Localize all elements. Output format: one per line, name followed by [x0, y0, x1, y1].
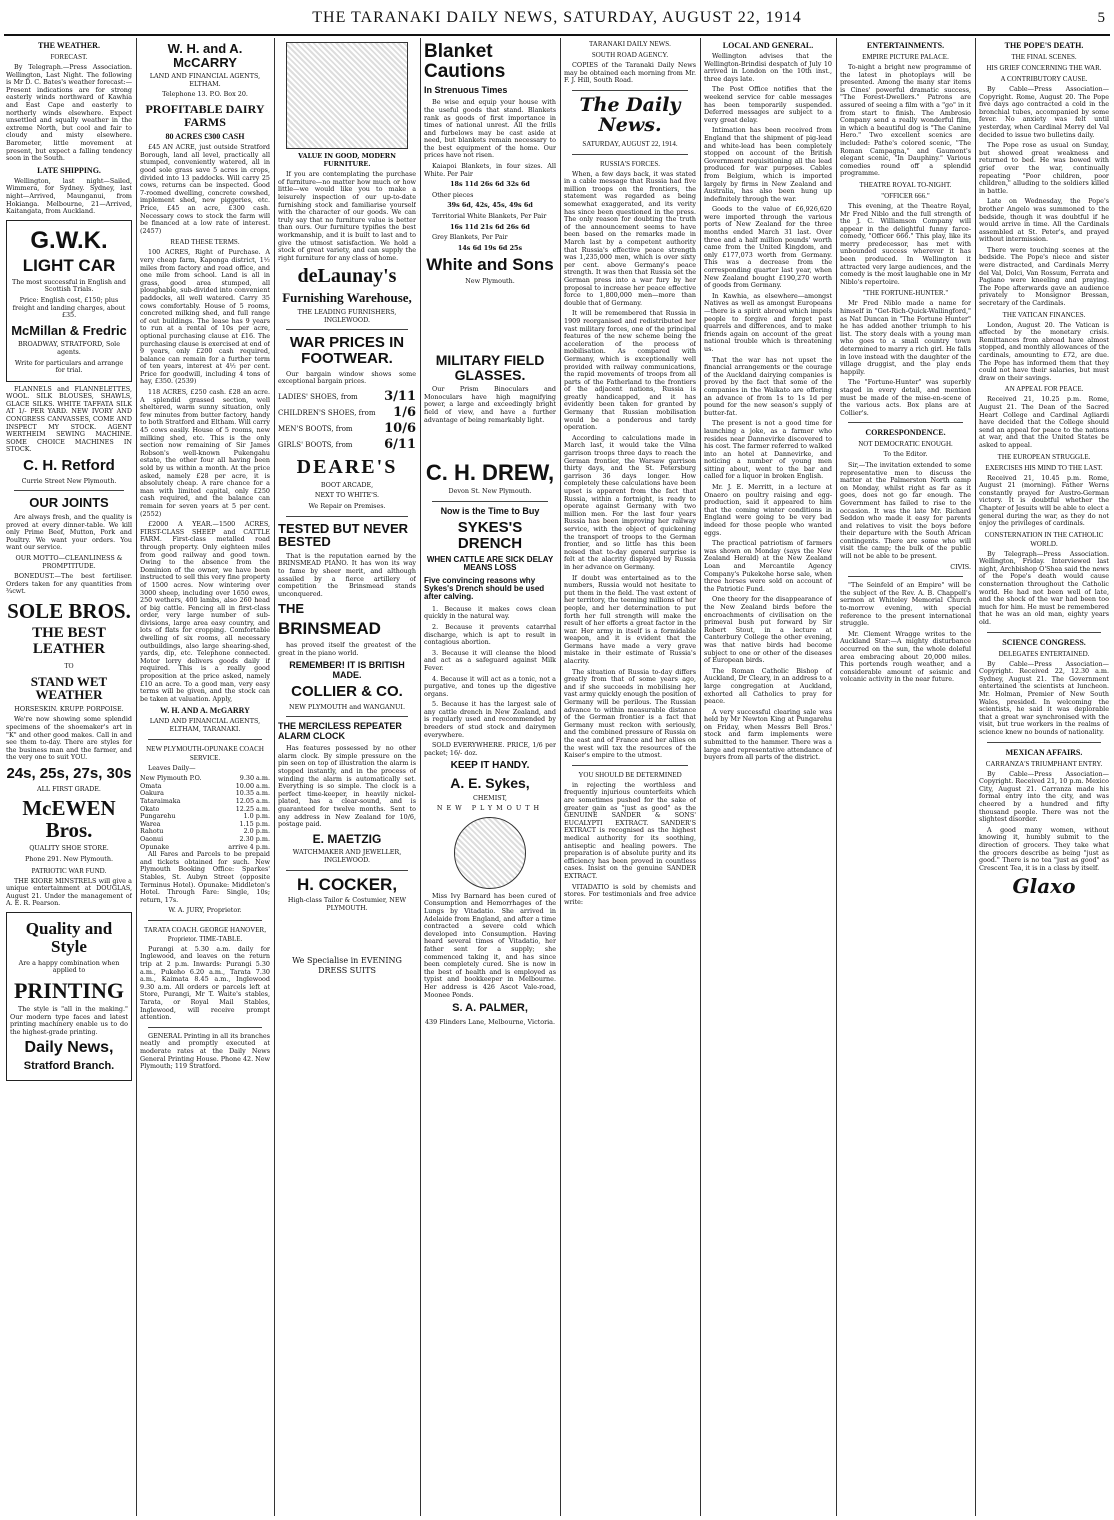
russian-text: If doubt was entertained as to the numbers, Russia would not hesitate to put them in the field. The vast extent of her territory, the teeming millions of her people, and her determination to put forth her full strength will make the result of her efforts a great factor in the war. Her army in itself is a formidable weapon, and it is evident that the Germans have made a very grave mistake in their estimate of Russia's alacrity. [564, 573, 696, 666]
sykes-five: Five convincing reasons why Sykes's Drench should be used after calving. [424, 575, 545, 602]
divider [572, 154, 688, 155]
coach-proprietor: W. A. JURY, Proprietor. [168, 906, 242, 915]
palmer-address: 439 Flinders Lane, Melbourne, Victoria. [424, 1017, 556, 1026]
tarata-text: Purangi at 5.30 a.m. daily for Inglewood, and leaves on the return trip at 2 p.m. Inwards: Purangi 5.30 a.m., Pukeho 6.20 a.m., Tarata 7.30 a.m., Kaimata 8.45 a.m., Inglewood 9.30 a.m. All orders or parcels left at Store, Purangi, Mr T. Waite's stables, Tarata, or Royal Mail Stables, Inglewood, will receive prompt attention. [140, 944, 270, 1022]
column-rule [420, 38, 421, 1516]
military-text: Our Prism Binoculars and Monoculars have high magnifying power, a large and exceedingly bright field of view, and have a further advantage of being remarkably light. [424, 385, 556, 424]
farm-2-text: 100 ACRES, Right of Purchase. A very cheap farm, Kaponga district, 1½ miles from factory and road office, and one mile from school. Land is all in grass, good area stumped, all ploughable, sub-divided into convenient paddocks, all well watered. Carry 35 cows comfortably. House of 5 rooms, concreted milking shed, and full range of out buildings. The lease has 9 years to run at a rental of 10s per acre, optional purchasing clause at £16. The purchasing clause is exercised at end of 9 years, only £200 cash required, balance can remain for a further term of ten years, interest at 4½ per cent. Price for goodwill, including 4 tons of hay, £350. (2539) [140, 248, 270, 386]
russian-text: It will be remembered that Russia in 1909 reorganised and redistributed her vast military forces, one of the principal features of the new scheme being the acceleration of the process of mobilisation. As compared with Germany, which is exceptionally well provided with railway communications, the rapid movements of troops from all parts of the Fatherland to the frontiers of the adjacent nations, Russia is greatly handicapped, and it has evidently been taken for granted by Germany that Russian mobilisation would be a ponderous and tardy operation. [564, 309, 696, 432]
fortune-text-2: The "Fortune-Hunter" was superbly staged in every detail, and mention must be made of the mise-en-scene of the various acts. Box plans are at Collier's. [840, 378, 971, 417]
sykes-when: WHEN CATTLE ARE SICK DELAY MEANS LOSS [426, 554, 554, 573]
shoe-prices: 24s, 25s, 27s, 30s [6, 764, 132, 782]
glaxo-logo: Glaxo [1012, 874, 1076, 899]
farm-1-text: £45 AN ACRE, just outside Stratford Borough, land all level, practically all stumped, conveniently watered, all in good sole grass save 5 acres in crops, divided into 13 paddocks. Will carry 25 cows, returns can be inspected. Good 7-roomed dwelling, concrete cowshed, implement shed, new piggeries, etc. Price, £45 an acre, £300 cash. Necessary cows to stock the farm will be financed at a low rate of interest. (2457) [140, 143, 270, 235]
list-item: 4. Because it will act as a tonic, not a purgative, and tones up the digestive organs. [424, 674, 556, 698]
repeater-title: THE MERCILESS REPEATER ALARM CLOCK [278, 721, 402, 741]
final-scenes-heading: THE FINAL SCENES. [1011, 53, 1077, 61]
table-row: Rahotu 2.0 p.m. [140, 827, 270, 836]
russian-text: According to calculations made in March last, it would take the Vilna garrison troops three days to reach the German frontier, the Warsaw garrison thirty days, and the St. Petersburg garrison 36 days longer. How completely these calculations have been upset is apparent from the fact that Russia, within a fortnight, is ready to operate against Germany with two million men. For the last four years Russia has been improving her railway service, with the object of quickening the transport of troops to the German frontier, and so little has this been noised that to-day general surprise is felt at the alacrity displayed by Russia in her advance on Germany. [564, 433, 696, 571]
news-paragraph: Wellington advises that the Wellington-Brindisi despatch of July 10 arrived in London on the 10th inst., three days late. [704, 52, 832, 83]
news-paragraph: By Cable—Press Association—Copyright. Rome, August 20. The Pope five days ago contracted a cold in the bronchial tubes, accompanied by some fever. No anxiety was felt until yesterday, when Cardinal Merry del Val decided to issue two bulletins daily. [979, 85, 1109, 139]
list-item: 5. Because it has the largest sale of any cattle drench in New Zealand, and is regularly used and recommended by breeders of stud stock and dairymen everywhere. [424, 700, 556, 739]
mccarry-subtitle: LAND AND FINANCIAL AGENTS, ELTHAM. [149, 72, 261, 88]
delaunay-text: If you are contemplating the purchase of furniture—no matter how much or how little—we would like you to make a leisurely inspection of our up-to-date furnishing stock and familiarise yourself with the character of our goods. We can truly say that no furniture value is better than ours. Our furniture typifies the best workmanship, and it is built to last and to give the utmost satisfaction. We hold a stock of great variety, and can supply the right furniture for any class of home. [278, 170, 416, 262]
grief-heading: HIS GRIEF CONCERNING THE WAR. [986, 64, 1102, 72]
fortune-text: Mr Fred Niblo made a name for himself in "Get-Rich-Quick-Wallingford," as Nat Duncan in "The Fortune Hunter" he has added another triumph to his list. The story deals with a young man who goes to a small country town determined to marry a rich girl. He falls in love instead with the daughter of the village druggist, and the play ends happily. [840, 299, 971, 376]
divider [286, 516, 408, 517]
news-paragraph: The present is not a good time for launching a joke, as a farmer who resides near Dannevirke discovered to his cost. The farmer referred to walked into an hotel at Dannevirke, and noticing a number of young men sitting about, went to the bar and called for a liquor in broken English. [704, 419, 832, 481]
divider [432, 501, 548, 502]
general-printing-text: GENERAL Printing in all its branches neatly and promptly executed at moderate rates at the Daily News General Printing House. Phone 42. New Plymouth; 119 Stratford. [140, 1031, 270, 1071]
news-paragraph: Mr. J. E. Merritt, in a lecture at Onaero on poultry raising and egg-production, said it appeared to him that the coming winter conditions in England were going to be very bad indeed for those people who wanted eggs. [704, 483, 832, 537]
column-5 [564, 38, 696, 1516]
military-title: MILITARY FIELD GLASSES. [435, 351, 545, 383]
retford-address: Currie Street New Plymouth. [21, 476, 117, 485]
mcewen-subtitle: QUALITY SHOE STORE. [29, 844, 109, 853]
divider [286, 329, 408, 330]
farm-1-heading: 80 ACRES £300 CASH [165, 132, 245, 142]
keep-handy: KEEP IT HANDY. [450, 760, 530, 772]
blanket-title: Blanket Cautions [424, 41, 506, 82]
agency-text: COPIES of the Taranaki Daily News may be obtained each morning from Mr. F. J. Hill, South Road. [564, 61, 696, 85]
coach-title: NEW PLYMOUTH-OPUNAKE COACH SERVICE. [146, 744, 264, 762]
mexican-text: By Cable—Press Association—Copyright. Received 21, 10 p.m. Mexico City, August 21. Carranza made his formal entry into the city, and was cheered by a hundred and fifty thousand people. There was not the slightest disorder. [979, 769, 1109, 824]
delaunay-address: THE LEADING FURNISHERS, INGLEWOOD. [297, 307, 397, 324]
list-item: LADIES' SHOES, from 3/11 [278, 388, 416, 404]
daily-news-title: Daily News, [24, 1039, 114, 1057]
list-item: MEN'S BOOTS, from 10/6 [278, 420, 416, 436]
leather-to: TO [64, 661, 74, 670]
stratford-branch: Stratford Branch. [23, 1060, 115, 1073]
mexican-heading: MEXICAN AFFAIRS. [1005, 747, 1083, 757]
consternation-heading: CONSTERNATION IN THE CATHOLIC WORLD. [984, 530, 1104, 548]
news-paragraph: A very successful clearing sale was held by Mr Newton King at Pungarehu on Friday, when Messrs Bell Bros.' stock and farm implements were submitted to the hammer. There was a large and representative attendance of buyers from all parts of the district. [704, 707, 832, 762]
aesykes-subtitle: CHEMIST, [473, 793, 507, 802]
tarata-title: TARATA COACH. GEORGE HANOVER, Proprietor. TIME-TABLE. [144, 925, 266, 943]
collier-address: NEW PLYMOUTH and WANGANUI. [288, 702, 405, 711]
spacer [424, 289, 556, 349]
sykes-headline: Now is the Time to Buy [440, 505, 540, 516]
gwk-title: G.W.K. [30, 226, 108, 254]
science-text: By Cable—Press Association—Copyright. Received 22, 12.30 a.m. Sydney, August 21. The Government entertained the scientists at luncheon. Mr. Holman, Premier of New South Wales, presided. In welcoming the scientists, he said it was deplorable that a great war synchronised with the visit, but true workers in the realms of science knew no bounds of nationality. [979, 659, 1109, 736]
column-1 [6, 38, 132, 1516]
column-8 [979, 38, 1109, 1516]
divider [286, 870, 408, 871]
list-item: 3. Because it will cleanse the blood and act as a safeguard against Milk Fever. [424, 648, 556, 672]
column-rule [560, 38, 561, 1516]
palmer-title: S. A. PALMER, [452, 1002, 528, 1015]
mccarry-2-subtitle: LAND AND FINANCIAL AGENTS, ELTHAM, TARANAKI. [149, 717, 261, 733]
leather-text: We're now showing some splendid specimens of the shoemaker's art in "K" and other good makes. Call in and see them to-day. There are styles for the business man and the farmer, and the very one to suit YOU. [6, 715, 132, 762]
leader-date: SATURDAY, AUGUST 22, 1914. [582, 139, 678, 148]
divider [14, 490, 124, 491]
divider [148, 920, 262, 921]
maetzig-subtitle: WATCHMAKER AND JEWELLER, INGLEWOOD. [292, 848, 402, 864]
war-prices-text: Our bargain window shows some exceptional bargain prices. [278, 369, 416, 386]
divider [148, 739, 262, 740]
table-row: Pungarehu 1.0 p.m. [140, 812, 270, 821]
war-prices-title: WAR PRICES IN FOOTWEAR. [289, 334, 405, 367]
blanket-price-row: Grey Blankets, Per Pair 14s 6d 19s 6d 25s [432, 233, 523, 252]
entertainments-heading: ENTERTAINMENTS. [866, 41, 945, 50]
agency-title: SOUTH ROAD AGENCY. [591, 51, 669, 59]
masthead-title: THE TARANAKI DAILY NEWS, SATURDAY, AUGUST 22, 1914 [312, 9, 802, 26]
forecast-heading: FORECAST. [50, 53, 88, 61]
vitadatio-testimonial: Miss Ivy Barnard has been cured of Consumption and Hemorrhages of the Lungs by Vitadatio. She arrived in Adelaide from England, and after a time contracted a severe cold which developed into Consumption. Having heard several times of Vitadatio, her father sent for a supply; she commenced taking it, and has since been completely cured. She is now in the best of health and is employed as typist and bookkeeper in Melbourne. Her address is 426 Ascot Vale-road, Moonee Ponds. [424, 891, 556, 999]
mccarry-title: W. H. and A. McCARRY [167, 41, 243, 70]
mcewen-phone: Phone 291. New Plymouth. [24, 854, 114, 863]
russian-text: When, a few days back, it was stated in a cable message that Russia had five million troops on the frontiers, the statement was regarded as being somewhat exaggerated, and its verity has since been questioned in the press. The only reason for doubting the truth of the announcement seems to have been based on the remarks made in March last by a competent authority that Russia's effective peace strength was 1,235,000 men, which is over sixty per cent. above Germany's peace strength. It was then that Russia set the German press into a war fury by her proposal to increase her peace effective force to 1,800,000 men—more than double that of Germany. [564, 169, 696, 307]
news-paragraph: One theory for the disappearance of the New Zealand birds before the encroachments of civilisation on the primeval bush put forward by Sir Robert Stout, in a lecture at Canterbury College the other evening, was that native birds had become subject to one or other of the diseases of European birds. [704, 595, 832, 665]
officer-heading: "OFFICER 666." [881, 191, 930, 200]
read-terms: READ THESE TERMS. [170, 238, 240, 247]
white-sons-title: White and Sons [426, 255, 554, 275]
correspondence-signature: CIVIS. [950, 562, 971, 571]
cocker-subtitle: High-class Tailor & Costumier, NEW PLYMOUTH. [287, 896, 407, 912]
list-item: 2. Because it prevents catarrhal discharge, which is apt to result in contagious abortion. [424, 622, 556, 647]
bonedust-text: BONEDUST.—The best fertiliser. Orders taken for any quantities from ¾cwt. [6, 572, 132, 596]
british-made: REMEMBER! IT IS BRITISH MADE. [289, 660, 405, 680]
leather-brands: HORSESKIN. KRUPP. PORPOISE. [14, 704, 124, 713]
white-sons-address: New Plymouth. [465, 277, 515, 286]
divider [987, 742, 1101, 743]
divider [848, 576, 963, 577]
fortune-heading: "THE FORTUNE-HUNTER." [862, 289, 949, 298]
printing-text: The style is "all in the making." Our modern type faces and latest printing machinery enable us to do the highest-grade printing. [10, 1004, 128, 1036]
news-paragraph: Mr. Clement Wragge writes to the Auckland Star:—A mighty disturbance occurred on the sun, the whole doleful area embracing about 20,000 miles. This portends rough weather, and a considerable amount of seismic and volcanic activity in the near future. [840, 629, 971, 684]
mcewen-title: McEWEN Bros. [22, 796, 116, 843]
retford-name: C. H. Retford [23, 457, 115, 475]
brinsmead-text: That is the reputation earned by the BRINSMEAD PIANO. It has won its way to fame by sheer merit, and although assailed by a fierce artillery of competition the Brinsmead stands unconquered. [278, 551, 416, 598]
divider [572, 90, 688, 91]
shoe-price-list [278, 389, 416, 453]
consternation-text: By Telegraph—Press Association. Wellington, Friday. Interviewed last night, Archbishop O'Shea said the news of the Pope's death would cause consternation throughout the Catholic world. He had not been well of late, and the shock of the war had been too much for him. He must be remembered that he was an old man, eighty years old. [979, 549, 1109, 627]
column-3 [278, 38, 416, 1516]
news-paragraph: There were touching scenes at the bedside. The Pope's niece and sister were distracted, and Cardinals Merry del Val, Dolci, Van Rossum, Ferrata and Pagiano were kneeling and praying. The Pope afterwards gave an audience privately to Monsignor Bressan, secretary of the Cardinals. [979, 245, 1109, 308]
column-rule [136, 38, 137, 1516]
collier-title: COLLIER & CO. [291, 683, 403, 700]
printing-advert [6, 912, 132, 1081]
empire-text: To-night a bright new programme of the latest in photoplays will be presented. Among the many star items is Cines' powerful dramatic success, "The Forest-Dwellers." Patrons are assured of seeing a film with a "go" in it from start to finish. The Ambrosio Company send a really wonderful film, in which a beautiful dog is "The Canine Hero." Two excellent scenics are included: Pathe's colored scenic, "The Roman Campagna," and Gaumont's elegant scenic, "In Dauphiny." Various comedies round off a splendid programme. [840, 63, 971, 178]
column-rule [975, 38, 976, 1516]
deare-title: DEARE'S [296, 455, 398, 478]
table-row: Tataraimaka 12.05 a.m. [140, 796, 270, 805]
news-paragraph: "The Seinfeld of an Empire" will be the subject of the Rev. A. B. Chappell's sermon at Whiteley Memorial Church to-morrow evening, with special reference to the present international struggle. [840, 581, 971, 628]
farm-3-text: 118 ACRES, £250 cash. £28 an acre. A splendid grassed section, well sheltered, warm sunny situation, only few minutes from butter factory, handy to both Stratford and Eltham. Will carry 45 cows easily. House of 5 rooms, new milking shed, etc. This is the only section now remaining of Sir James Robson's well-known Pukengahu estate, the other four all having been sold by us within a month. At the price asked, namely £28 per acre, it is absolutely cheap. A rare chance for a man with limited capital, only £250 cash required, and the balance can remain for seven years at 5 per cent. (2552) [140, 388, 270, 518]
nameplate: The Daily News. [579, 93, 681, 136]
table-row: Opunake arrive 4 p.m. [140, 842, 270, 851]
exercises-heading: EXERCISES HIS MIND TO THE LAST. [985, 463, 1103, 472]
correspondence-heading: CORRESPONDENCE. [865, 428, 946, 438]
correspondence-subheading: NOT DEMOCRATIC ENOUGH. [858, 440, 953, 449]
deare-note: We Repair on Premises. [308, 502, 386, 511]
leather-heading-2: STAND WET WEATHER [30, 673, 108, 703]
divider [148, 1027, 262, 1028]
quality-style-sub: Are a happy combination when applied to [18, 958, 120, 975]
drew-title: C. H. DREW, [425, 460, 555, 486]
mccarry-telephone: Telephone 13. P.O. Box 20. [162, 90, 248, 99]
column-2 [140, 38, 270, 1516]
european-heading: THE EUROPEAN STRUGGLE. [997, 452, 1091, 461]
empire-heading: EMPIRE PICTURE PALACE. [862, 53, 949, 61]
column-rule [700, 38, 701, 1516]
carranza-heading: CARRANZA'S TRIUMPHANT ENTRY. [985, 759, 1103, 768]
officer-text: This evening, at the Theatre Royal, Mr Fred Niblo and the full strength of the J. C. Williamson Company will appear in the delightful funny farce-comedy, "Officer 666." This play, like its merry predecessor, has met with unbounded success wherever it has been produced. In Wellington it attracted very large audiences, and the comedy is the most laughable one in Mr Niblo's repertoire. [840, 201, 971, 286]
news-paragraph: Goods to the value of £6,926,620 were imported through the various ports of New Zealand for the three months ended March 31 last. Over three and a half million pounds' worth came from the United Kingdom, and only £177,073 worth from Germany. This was a decrease from the corresponding quarter last year, when New Zealand bought £190,270 worth of goods from Germany. [704, 205, 832, 290]
determined-heading: YOU SHOULD BE DETERMINED [578, 770, 682, 779]
column-rule [836, 38, 837, 1516]
sanders-advert-text: in rejecting the worthless and frequently injurious counterfeits which are sometimes pushed for the sake of greater gain as "just as good" as the GENUINE SANDER & SONS' EUCALYPTI EXTRACT. SANDER'S EXTRACT is recognised as the highest medical authority for its soothing, antiseptic and healing powers. The preparation is of absolute purity and its efficiency has been proved in countless cases. Insist on the genuine SANDER EXTRACT. [564, 780, 696, 880]
maetzig-title: E. MAETZIG [312, 831, 382, 846]
list-item: CHILDREN'S SHOES, from 1/6 [278, 404, 416, 420]
drew-address: Devon St. New Plymouth. [448, 487, 532, 496]
column-4 [424, 38, 556, 1516]
divider [572, 765, 688, 766]
blanket-price-row: Kaiapoi Blankets, in four sizes. All White. Per Pair 18s 11d 26s 6d 32s 6d [424, 162, 556, 189]
the-label: THE [278, 601, 304, 617]
repeater-text: Has features possessed by no other alarm clock. By simple pressure on the pin seen on top of illustration the alarm is stopped instantly, and in the process of winding the alarm is automatically set. Everything is so simple. The clock is a perfect time-keeper, in heavily nickel-plated, has a clear-sound, and is guaranteed for twelve months. Sent to any address in New Zealand for 10/6, postage paid. [278, 744, 416, 829]
russian-heading: RUSSIA'S FORCES. [599, 159, 660, 168]
news-paragraph: That the war has not upset the financial arrangements or the courage of the Auckland dairying companies is proved by the fact that some of the companies in the Waikato are offering an advance of from 1s to 1s 1d per pound for the new season's supply of butter-fat. [704, 355, 832, 417]
exercises-text: Received 21, 10.45 p.m. Rome, August 21 (morning). Father Werns constantly prayed for Austro-German victory. It is doubtful whether the Chapter of Jesuits will be able to elect a general during the war, as they do not enjoy the privileges of cardinals. [979, 473, 1109, 528]
sole-bros-title: SOLE BROS. [7, 598, 131, 623]
page-number: 5 [1097, 10, 1106, 26]
brinsmead-title: BRINSMEAD [278, 619, 381, 639]
column-7 [840, 38, 971, 1516]
brinsmead-text-2: has proved itself the greatest of the great in the piano world. [278, 640, 416, 657]
illustration-caption: VALUE IN GOOD, MODERN FURNITURE. [298, 152, 396, 168]
blanket-price-row: Other pieces 39s 6d, 42s, 45s, 49s 6d [432, 190, 533, 210]
science-heading: SCIENCE CONGRESS. [1002, 637, 1086, 647]
mcmillan-address: BROADWAY, STRATFORD, Sole agents. [17, 340, 121, 356]
aesykes-address: NEW PLYMOUTH [436, 804, 544, 813]
list-item: 1. Because it makes cows clean quickly in the natural way. [424, 604, 556, 621]
delaunay-title: deLaunay's [297, 265, 397, 288]
mcmillan-note: Write for particulars and arrange for trial. [14, 358, 124, 375]
column-6 [704, 38, 832, 1516]
leather-heading-1: THE BEST LEATHER [32, 625, 106, 657]
table-row: Oakura 10.35 a.m. [140, 789, 270, 798]
quality-style-title: Quality and Style [25, 918, 113, 956]
table-row: Warea 1.15 p.m. [140, 819, 270, 828]
patriotic-text: THE KIORE MINSTRELS will give a unique entertainment at DOUGLAS, August 21. Under the management of A. E. R. Pearson. [6, 876, 132, 908]
news-paragraph: The practical patriotism of farmers was shown on Monday (says the New Zealand Herald) at the New Zealand Loan and Mercantile Agency Company's Pukekohe horse sale, when three horses were sold on account of the Patriotic Fund. [704, 539, 832, 593]
farm-4-text: £2000 A YEAR.—1500 ACRES, FIRST-CLASS SHEEP and CATTLE FARM. First-class metalled road through property. Only eighteen miles from good railway and good town. Owing to the absence from the Dominion of the owner, we have been instructed to sell this very fine property of 1500 acres. Now wintering over 3000 sheep, including over 1650 ewes, 250 wethers, 400 lambs, also 260 head of big cattle. Fencing all in first-class order, very large number of sub-divisions, large area easy country, and lots of flats for cropping. Comfortable dwelling of six rooms, all necessary outbuildings, also large shearing-shed, yards, dip, etc. Telephone connected. Motor lorry delivers goods daily if required. This is a really good proposition at the price asked, namely £10 an acre. To a good man, very easy terms will be given, and the stock can be taken at valuation. Apply, [140, 520, 270, 703]
coach-note: All Fares and Parcels to be prepaid and tickets obtained for such. New Plymouth Booking Office: Sparkes' Stables, St. Aubyn Street (opposite Terminus Hotel). Opunake: Middleton's Hotel. Through Fare: Single, 10s; return, 17s. [140, 850, 270, 904]
spacer [424, 427, 556, 457]
news-paragraph: Intimation has been received from England that the shipment of pig-lead and white-lead has been completely stopped on account of the British Government requisitioning all the lead produced for war purposes. Cables from Belgium, which is imported largely by firms in New Zealand and Australia, has also been hung up indefinitely through the war. [704, 126, 832, 203]
agency-paper-title: TARANAKI DAILY NEWS. [589, 40, 671, 48]
coach-timetable [140, 775, 270, 851]
table-row: Omata 10.00 a.m. [140, 781, 270, 790]
blanket-text: Be wise and equip your house with the useful goods that stand. Blankets rank as goods of first importance in times of national unrest. All the frills and furbelows may be cast aside at need, but blankets remain necessary to the best equipment of the home. Our prices have not risen. [424, 98, 556, 160]
gwk-advert [6, 220, 132, 382]
vatican-text: London, August 20. The Vatican is affected by the monetary crisis. Remittances from abroad have almost stopped, and monthly allowances of the cardinals, amounting to £72, are due. The Pope has informed them that they could not have their salaries, but must draw on their savings. [979, 320, 1109, 382]
evening-dress-note: We Specialise in EVENING DRESS SUITS [292, 955, 402, 975]
joints-text: Are always fresh, and the quality is proved at every dinner-table. We kill only Prime Beef, Mutton, Pork and Poultry. We want your orders. You want our service. [6, 513, 132, 552]
gwk-price: Price: English cost, £150; plus freight and landing charges, about £35. [12, 295, 126, 320]
vatican-heading: THE VATICAN FINANCES. [1002, 310, 1086, 319]
table-row: New Plymouth P.O. 9.30 a.m. [140, 774, 270, 783]
theatre-heading: THEATRE ROYAL TO-NIGHT. [859, 180, 952, 189]
blanket-subtitle: In Strenuous Times [424, 84, 508, 95]
delaunay-subtitle: Furnishing Warehouse, [282, 290, 412, 306]
mccarry-2-title: W. H. AND A. McGARRY [160, 706, 250, 716]
sykes-title: SYKES'S DRENCH [457, 519, 523, 553]
divider [987, 632, 1101, 633]
popes-death-heading: THE POPE'S DEATH. [1004, 41, 1084, 50]
aesykes-title: A. E. Sykes, [450, 774, 530, 791]
shipping-heading: LATE SHIPPING. [37, 165, 101, 175]
news-paragraph: The Post Office notifies that the weekend service for cable messages has been temporarily suspended. Deferred messages are subject to a very great delay. [704, 85, 832, 124]
news-paragraph: The Roman Catholic Bishop of Auckland, Dr Cleary, in an address to a large congregation at Auckland, exhorted all Catholics to pray for peace. [704, 666, 832, 706]
sykes-sold: SOLD EVERYWHERE. PRICE, 1/6 per packet; 16/- doz. [424, 741, 556, 757]
cocker-title: H. COCKER, [296, 874, 398, 894]
deare-subtitle: BOOT ARCADE, [320, 480, 374, 489]
crescent-tea-text: A good many women, without knowing it, humbly submit to the direction of grocers. They take what the grocers describe as being "just as good." There is no tea "just as good" as Crescent Tea, it is in a class by itself. [979, 825, 1109, 872]
weather-heading: THE WEATHER. [38, 41, 100, 50]
appeal-heading: AN APPEAL FOR PEACE. [1004, 385, 1084, 394]
divider [286, 716, 408, 717]
deare-address: NEXT TO WHITE'S. [314, 491, 380, 500]
handshake-illustration [286, 42, 408, 149]
appeal-text: Received 21, 10.25 p.m. Rome, August 21. The Dean of the Sacred Heart College and Cardinal Agliardi have decided that the College should send an appeal for peace to the nations at war, and that the United States be asked to appeal. [979, 395, 1109, 449]
shipping-text: Wellington, last night—Sailed, Wimmera, for Sydney. Sydney, last night—Arrived, Maunganui, from Hokianga. Melbourne, 21—Arrived, Kaitangata, from Auckland. [6, 176, 132, 216]
printing-title: PRINTING [13, 977, 124, 1003]
correspondence-to: To the Editor. [883, 450, 928, 459]
forecast-text: By Telegraph.—Press Association. Wellington, Last Night. The following is Mr D. C. Bates's weather forecast:— Present indications are for strong easterly winds northward of Kawhia and East Cape and easterly to northerly winds elsewhere. Expect unsettled and squally weather in the extreme North, but cool and fair to cloudy and misty elsewhere. Barometer, little movement at present, but expect a falling tendency soon in the South. [6, 63, 132, 163]
gwk-text: The most successful in English and Scottish Trials. [11, 277, 127, 294]
contributory-heading: A CONTRIBUTORY CAUSE. [1000, 75, 1088, 83]
correspondence-text: Sir,—The invitation extended to some representative men to discuss the matter at the Palmerston North camp on Monday, whilst right as far as it goes, does not go far enough. The Government has failed to rise to the occasion. It was the late Mr. Richard Seddon who made it easy for parents and relatives to visit the boys before their departure with the South African contingents. There are some who will visit the camp; the bulk of the public will not be able to be present. [840, 460, 971, 561]
masthead-rule [4, 34, 1110, 36]
news-paragraph: In Kawhia, as elsewhere—amongst Natives as well as amongst Europeans—there is a spirit abroad which impels people to forgive and forget past quarrels and differences, and to make friends again on account of the great national trouble which is threatening us. [704, 291, 832, 353]
joints-motto: OUR MOTTO—CLEANLINESS & PROMPTITUDE. [15, 554, 123, 570]
portrait-illustration [454, 817, 526, 889]
masthead [0, 0, 1114, 36]
russian-text: The situation of Russia to-day differs greatly from that of some years ago, and if she succeeds in mobilising her vast army quickly enough the position of Germany will be perilous. The Russian advance to within measurable distance of the German frontier is a fact that Germany must reckon with seriously, and the combined pressure of Russia on the east and of France and her allies on the west will tax the resources of the Kaiser's empire to the utmost. [564, 667, 696, 760]
retford-text: FLANNELS and FLANNELETTES, WOOL. SILK BLOUSES, SHAWLS, GLACE SILKS. WHITE TAFFATA SILK AT 1/- PER YARD. NEW IVORY AND CONGRESS CANVASSES, COME AND INSPECT MY STOCK. AGENT WERTHEIM SEWING MACHINE. SOME CHOICE MACHINES IN STOCK. [6, 384, 132, 454]
joints-title: OUR JOINTS [29, 495, 109, 511]
table-row: Oaonui 2.30 p.m. [140, 834, 270, 843]
news-paragraph: The Pope rose as usual on Sunday, but showed great weakness and returned to bed. He was bowed with grief over the war, continually repeating "Poor children, poor children," alluding to the soldiers killed in battle. [979, 141, 1109, 195]
gwk-subtitle: LIGHT CAR [22, 255, 116, 275]
list-item: GIRLS' BOOTS, from 6/11 [278, 436, 416, 452]
shoe-grade: ALL FIRST GRADE. [37, 784, 101, 793]
coach-leaves: Leaves Daily— [148, 763, 196, 772]
blanket-price-row: Territorial White Blankets, Per Pair 16s 11d 21s 6d 26s 6d [432, 212, 547, 231]
divider [848, 422, 963, 423]
mcmillan-title: McMillan & Fredric [11, 322, 127, 338]
vitadatio-text: VITADATIO is sold by chemists and stores. For testimonials and free advice write: [564, 882, 696, 906]
table-row: Okato 12.25 a.m. [140, 804, 270, 813]
news-paragraph: Late on Wednesday, the Pope's brother Angelo was summoned to the bedside, though it was doubtful if he would arrive in time. All the Cardinals assembled at St. Peter's, and prayed without intermission. [979, 197, 1109, 244]
column-rule [274, 38, 275, 1516]
farms-title: PROFITABLE DAIRY FARMS [145, 102, 265, 129]
delegates-heading: DELEGATES ENTERTAINED. [998, 649, 1090, 658]
tested-title: TESTED BUT NEVER BESTED [278, 520, 409, 550]
local-general-heading: LOCAL AND GENERAL. [722, 41, 814, 50]
patriotic-heading: PATRIOTIC WAR FUND. [31, 866, 107, 875]
spacer [278, 916, 416, 956]
